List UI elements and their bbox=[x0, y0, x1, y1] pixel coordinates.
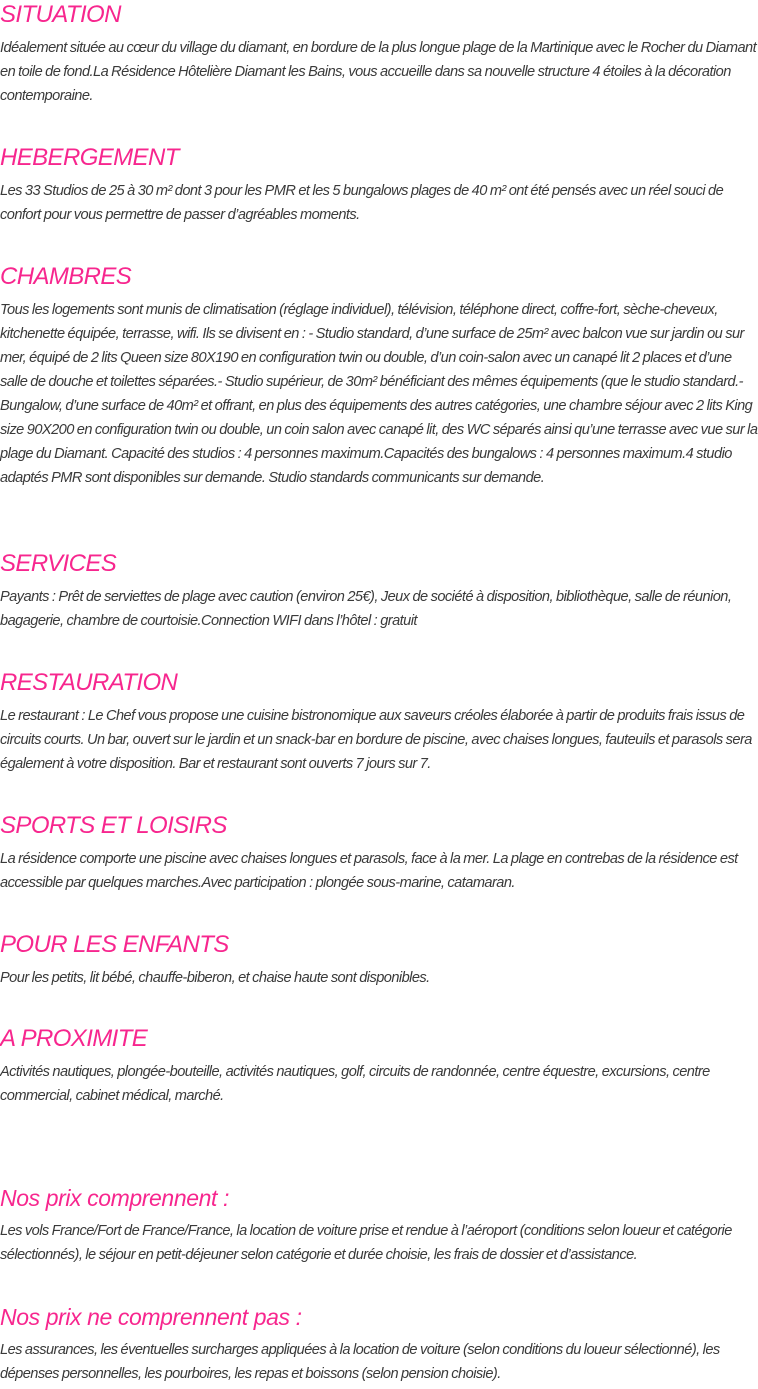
section-title: A PROXIMITE bbox=[0, 1025, 148, 1052]
section-services bbox=[0, 549, 758, 633]
section-prices-excluded bbox=[0, 1302, 758, 1386]
section-situation bbox=[0, 0, 758, 108]
section-text: La résidence comporte une piscine avec chaises longues et parasols, face à la mer. La plage en contrebas de la résidence est accessible par quelques marches.Avec participation : plongée sous-marine, catamaran. bbox=[0, 851, 738, 891]
section-title: SERVICES bbox=[0, 550, 117, 577]
section-prices-included bbox=[0, 1183, 758, 1267]
section-title: SITUATION bbox=[0, 1, 121, 28]
section-title: SPORTS ET LOISIRS bbox=[0, 812, 227, 839]
section-text: Idéalement située au cœur du village du diamant, en bordure de la plus longue plage de la Martinique avec le Rocher du Diamant en toile de fond.La Résidence Hôtelière Diamant les Bains, vous accueille dans sa nouvelle structure 4 étoiles à la décoration contemporaine. bbox=[0, 40, 757, 104]
section-title: Nos prix ne comprennent pas : bbox=[0, 1304, 302, 1330]
section-pour-les-enfants bbox=[0, 930, 758, 990]
section-text: Payants : Prêt de serviettes de plage avec caution (environ 25€), Jeux de société à disposition, bibliothèque, salle de réunion, bagagerie, chambre de courtoisie.Connection WIFI dans l’hôtel : gratuit bbox=[0, 589, 732, 629]
section-text: Le restaurant : Le Chef vous propose une cuisine bistronomique aux saveurs créoles élaborée à partir de produits frais issus de circuits courts. Un bar, ouvert sur le jardin et un snack-bar en bordure de piscine, avec chaises longues, fauteuils et parasols sera également à votre disposition. Bar et restaurant sont ouverts 7 jours sur 7. bbox=[0, 708, 752, 772]
section-hebergement bbox=[0, 143, 758, 227]
section-text: Les 33 Studios de 25 à 30 m² dont 3 pour les PMR et les 5 bungalows plages de 40 m² ont été pensés avec un réel souci de confort pour vous permettre de passer d’agréables moments. bbox=[0, 183, 724, 223]
section-text: Pour les petits, lit bébé, chauffe-biberon, et chaise haute sont disponibles. bbox=[0, 970, 430, 986]
section-text: Les vols France/Fort de France/France, la location de voiture prise et rendue à l’aéroport (conditions selon loueur et catégorie sélectionnés), le séjour en petit-déjeuner selon catégorie et durée choisie, les frais de dossier et d’assistance. bbox=[0, 1223, 732, 1263]
section-text: Tous les logements sont munis de climatisation (réglage individuel), télévision, téléphone direct, coffre-fort, sèche-cheveux, kitchenette équipée, terrasse, wifi. Ils se divisent en : - Studio standard, d’une surface de 25m² avec balcon vue sur jardin ou sur mer, équipé de 2 lits Queen size 80X190 en configuration twin ou double, d’un coin-salon avec un canapé lit 2 places et d’une salle de douche et toilettes séparées.- Studio supérieur, de 30m² bénéficiant des mêmes équipements (que le studio standard.- Bungalow, d’une surface de 40m² et offrant, en plus des équipements des autres catégories, une chambre séjour avec 2 lits King size 90X200 en configuration twin ou double, un coin salon avec canapé lit, des WC séparés ainsi qu’une terrasse avec vue sur la plage du Diamant. Capacité des studios : 4 personnes maximum.Capacités des bungalows : 4 personnes maximum.4 studio adaptés PMR sont disponibles sur demande. Studio standards communicants sur demande. bbox=[0, 302, 758, 486]
section-title: CHAMBRES bbox=[0, 263, 132, 290]
section-title: Nos prix comprennent : bbox=[0, 1185, 229, 1211]
section-title: HEBERGEMENT bbox=[0, 144, 179, 171]
section-chambres bbox=[0, 262, 758, 490]
section-restauration bbox=[0, 668, 758, 776]
section-sports-loisirs bbox=[0, 811, 758, 895]
section-title: RESTAURATION bbox=[0, 669, 178, 696]
section-a-proximite bbox=[0, 1024, 758, 1108]
section-text: Les assurances, les éventuelles surcharges appliquées à la location de voiture (selon conditions du loueur sélectionné), les dépenses personnelles, les pourboires, les repas et boissons (selon pension choisie). bbox=[0, 1342, 720, 1382]
section-text: Activités nautiques, plongée-bouteille, activités nautiques, golf, circuits de randonnée, centre équestre, excursions, centre commercial, cabinet médical, marché. bbox=[0, 1064, 710, 1104]
section-title: POUR LES ENFANTS bbox=[0, 931, 229, 958]
